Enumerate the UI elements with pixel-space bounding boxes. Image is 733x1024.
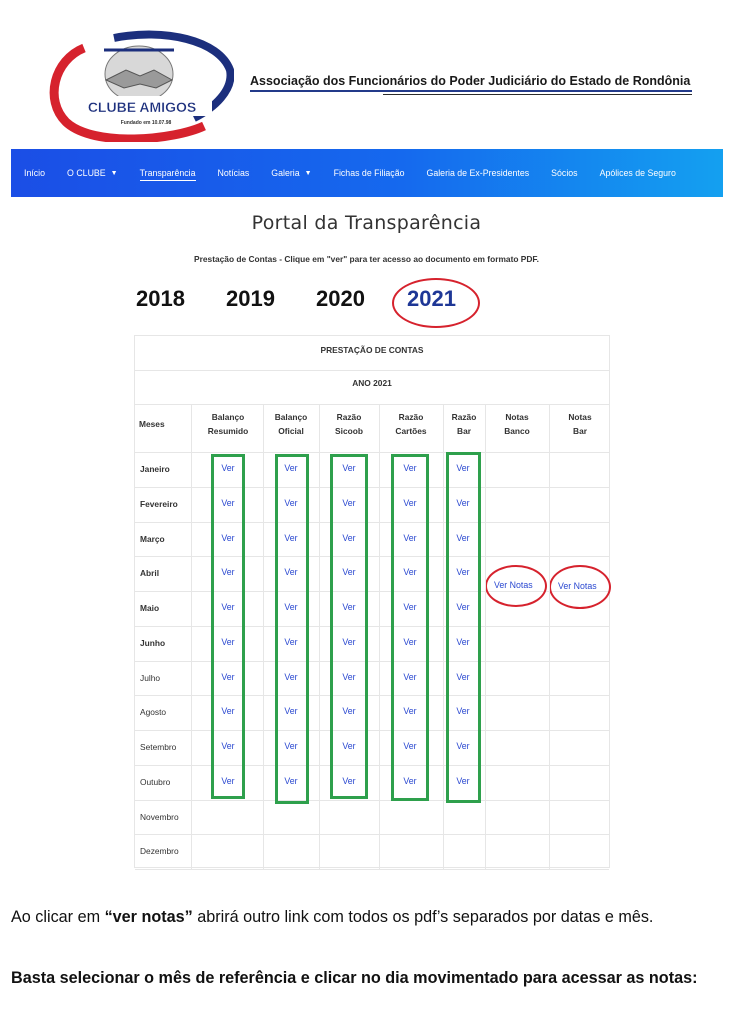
instruction-paragraph-2: Basta selecionar o mês de referência e clicar no dia movimentado para acessar as notas: — [11, 969, 698, 987]
ver-razao-bar-link[interactable]: Ver — [456, 671, 470, 682]
ver-balanco-oficial-link[interactable]: Ver — [284, 497, 298, 508]
nav-noticias[interactable]: Notícias — [217, 168, 250, 178]
ver-razao-bar-link[interactable]: Ver — [456, 706, 470, 717]
column-highlight-box — [275, 454, 309, 804]
month-label: Março — [140, 533, 165, 544]
ver-balanco-oficial-link[interactable]: Ver — [284, 775, 298, 786]
ver-razao-sicoob-link[interactable]: Ver — [342, 706, 356, 717]
ver-razao-sicoob-link[interactable]: Ver — [342, 463, 356, 473]
ver-razao-bar-link[interactable]: Ver — [456, 775, 470, 786]
ver-razao-bar-link[interactable]: Ver — [456, 567, 470, 578]
ver-razao-bar-link[interactable]: Ver — [456, 636, 470, 647]
main-navigation — [11, 149, 723, 197]
col-header-razao-sicoob: Razão Sicoob — [335, 412, 363, 436]
ver-balanco-resumido-link[interactable]: Ver — [221, 741, 235, 751]
nav-socios[interactable]: Sócios — [551, 168, 578, 178]
year-2021-link[interactable]: 2021 — [407, 286, 456, 311]
nav-o-clube[interactable]: O CLUBE ▼ — [67, 168, 118, 178]
year-highlight-circle — [392, 278, 480, 328]
page-subtitle: Prestação de Contas - Clique em "ver" para ter acesso ao documento em formato PDF. — [194, 254, 539, 264]
year-2018-link[interactable]: 2018 — [136, 286, 185, 311]
title-underline — [250, 90, 692, 96]
ver-razao-bar-link[interactable]: Ver — [456, 741, 470, 751]
ver-razao-cartoes-link[interactable]: Ver — [403, 602, 417, 612]
nav-apolices-de-seguro[interactable]: Apólices de Seguro — [599, 168, 676, 178]
ver-balanco-resumido-link[interactable]: Ver — [221, 636, 235, 647]
month-label: Junho — [140, 637, 166, 648]
ver-balanco-oficial-link[interactable]: Ver — [284, 567, 298, 578]
page-title: Portal da Transparência — [251, 212, 482, 234]
ver-razao-cartoes-link[interactable]: Ver — [403, 671, 417, 682]
ver-notas-bar-link[interactable]: Ver Notas — [558, 581, 597, 591]
ver-balanco-resumido-link[interactable]: Ver — [221, 497, 235, 508]
notas-bar-highlight — [549, 565, 611, 609]
month-label: Fevereiro — [140, 498, 178, 509]
month-label: Dezembro — [140, 846, 179, 857]
year-2019-link[interactable]: 2019 — [226, 286, 275, 311]
instruction-paragraph-1: Ao clicar em “ver notas” abrirá outro link com todos os pdf’s separados por datas e mês. — [11, 908, 654, 926]
ver-razao-bar-link[interactable]: Ver — [456, 463, 470, 473]
ver-balanco-oficial-link[interactable]: Ver — [284, 706, 298, 717]
ver-razao-bar-link[interactable]: Ver — [456, 532, 470, 543]
ver-razao-cartoes-link[interactable]: Ver — [403, 636, 417, 647]
nav-galeria[interactable]: Galeria ▼ — [271, 168, 312, 178]
col-header-razao-cartoes: Razão Cartões — [395, 412, 427, 436]
month-label: Outubro — [140, 776, 171, 787]
ver-razao-sicoob-link[interactable]: Ver — [342, 775, 356, 786]
table-title: PRESTAÇÃO DE CONTAS — [320, 345, 424, 355]
ver-razao-sicoob-link[interactable]: Ver — [342, 602, 356, 612]
ver-balanco-oficial-link[interactable]: Ver — [284, 463, 298, 473]
column-highlight-box — [446, 452, 481, 803]
ver-razao-sicoob-link[interactable]: Ver — [342, 497, 356, 508]
nav-inicio[interactable]: Início — [24, 168, 46, 178]
month-label: Abril — [140, 568, 160, 579]
table-year-label: ANO 2021 — [352, 378, 392, 388]
ver-razao-cartoes-link[interactable]: Ver — [403, 741, 417, 751]
month-label: Janeiro — [140, 464, 170, 474]
column-highlight-box — [330, 454, 368, 799]
col-header-notas-banco: Notas Banco — [504, 412, 530, 436]
logo-text: CLUBE AMIGOS — [87, 99, 197, 115]
ver-razao-cartoes-link[interactable]: Ver — [403, 532, 417, 543]
ver-razao-sicoob-link[interactable]: Ver — [342, 636, 356, 647]
notas-banco-highlight — [485, 565, 547, 607]
ver-balanco-oficial-link[interactable]: Ver — [284, 602, 298, 612]
ver-razao-bar-link[interactable]: Ver — [456, 497, 470, 508]
ver-razao-cartoes-link[interactable]: Ver — [403, 463, 417, 473]
month-label: Julho — [140, 672, 161, 683]
nav-galeria-ex-presidentes[interactable]: Galeria de Ex-Presidentes — [426, 168, 530, 178]
ver-razao-sicoob-link[interactable]: Ver — [342, 532, 356, 543]
column-highlight-box — [211, 454, 245, 799]
ver-balanco-resumido-link[interactable]: Ver — [221, 463, 235, 473]
ver-razao-cartoes-link[interactable]: Ver — [403, 567, 417, 578]
column-highlight-box — [391, 454, 429, 801]
nav-transparencia[interactable]: Transparência — [140, 168, 196, 181]
ver-balanco-resumido-link[interactable]: Ver — [221, 671, 235, 682]
ver-balanco-resumido-link[interactable]: Ver — [221, 532, 235, 543]
organization-title: Associação dos Funcionários do Poder Judiciário do Estado de Rondônia — [250, 74, 691, 88]
ver-razao-sicoob-link[interactable]: Ver — [342, 741, 356, 751]
accounts-table — [134, 335, 610, 868]
col-header-balanco-resumido: Balanço Resumido — [207, 412, 249, 436]
ver-balanco-oficial-link[interactable]: Ver — [284, 671, 298, 682]
ver-balanco-resumido-link[interactable]: Ver — [221, 775, 235, 786]
ver-notas-banco-link[interactable]: Ver Notas — [494, 580, 533, 590]
ver-balanco-oficial-link[interactable]: Ver — [284, 636, 298, 647]
ver-balanco-oficial-link[interactable]: Ver — [284, 741, 298, 751]
ver-razao-cartoes-link[interactable]: Ver — [403, 775, 417, 786]
chevron-down-icon: ▼ — [304, 169, 312, 177]
month-label: Agosto — [140, 707, 167, 718]
col-header-razao-bar: Razão Bar — [451, 412, 477, 436]
month-label: Maio — [140, 603, 160, 613]
ver-balanco-resumido-link[interactable]: Ver — [221, 602, 235, 612]
ver-balanco-resumido-link[interactable]: Ver — [221, 706, 235, 717]
ver-razao-sicoob-link[interactable]: Ver — [342, 671, 356, 682]
chevron-down-icon: ▼ — [110, 169, 118, 177]
logo-subtext: Fundado em 10.07.98 — [120, 120, 172, 126]
nav-fichas-de-filiacao[interactable]: Fichas de Filiação — [333, 168, 405, 178]
col-header-meses: Meses — [139, 419, 165, 429]
ver-razao-cartoes-link[interactable]: Ver — [403, 706, 417, 717]
ver-balanco-resumido-link[interactable]: Ver — [221, 567, 235, 578]
clube-amigos-logo[interactable] — [44, 30, 234, 142]
ver-razao-cartoes-link[interactable]: Ver — [403, 497, 417, 508]
month-label: Setembro — [140, 742, 177, 752]
col-header-balanco-oficial: Balanço Oficial — [274, 412, 308, 436]
ver-razao-bar-link[interactable]: Ver — [456, 602, 470, 612]
month-label: Novembro — [140, 811, 179, 822]
ver-balanco-oficial-link[interactable]: Ver — [284, 532, 298, 543]
year-2020-link[interactable]: 2020 — [316, 286, 365, 311]
ver-razao-sicoob-link[interactable]: Ver — [342, 567, 356, 578]
col-header-notas-bar: Notas Bar — [568, 412, 592, 436]
